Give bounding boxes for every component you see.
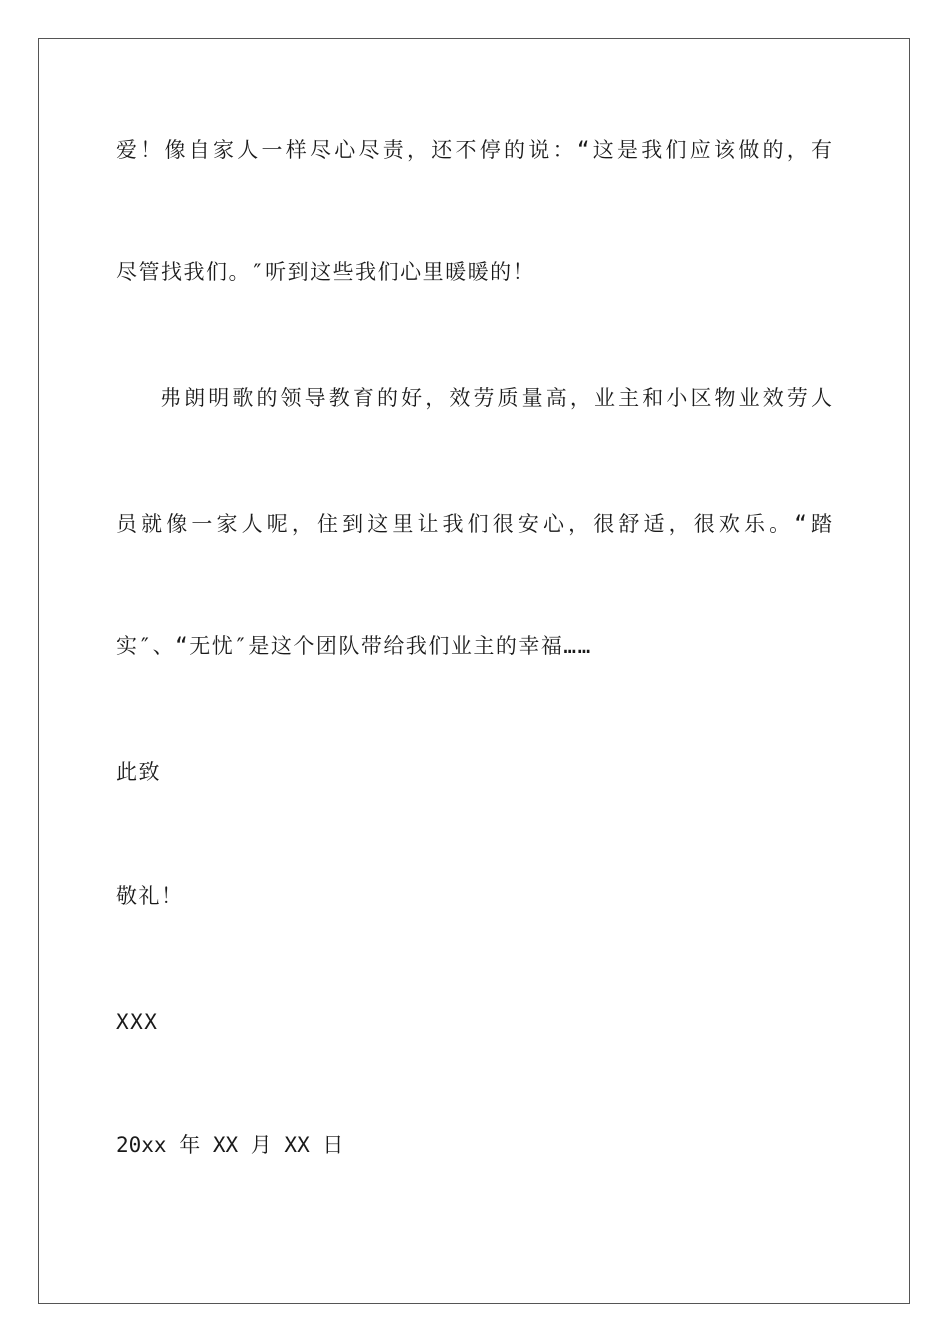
date-text: 20xx 年 XX 月 XX 日 [116,1133,344,1157]
salutation-text: 敬礼！ [116,884,184,908]
body-line-5: 实″、“无忧″是这个团队带给我们业主的幸福…… [116,634,592,658]
signature-text: XXX [116,1010,159,1034]
page-border [38,38,910,1304]
body-line-2: 尽管找我们。″听到这些我们心里暖暖的！ [116,260,536,284]
body-line-3: 弗朗明歌的领导教育的好，效劳质量高，业主和小区物业效劳人 [160,386,832,410]
body-line-4: 员就像一家人呢，住到这里让我们很安心，很舒适，很欢乐。“踏 [116,512,832,536]
body-line-1: 爱！像自家人一样尽心尽责，还不停的说：“这是我们应该做的，有 [116,138,832,162]
closing-text: 此致 [116,760,161,784]
